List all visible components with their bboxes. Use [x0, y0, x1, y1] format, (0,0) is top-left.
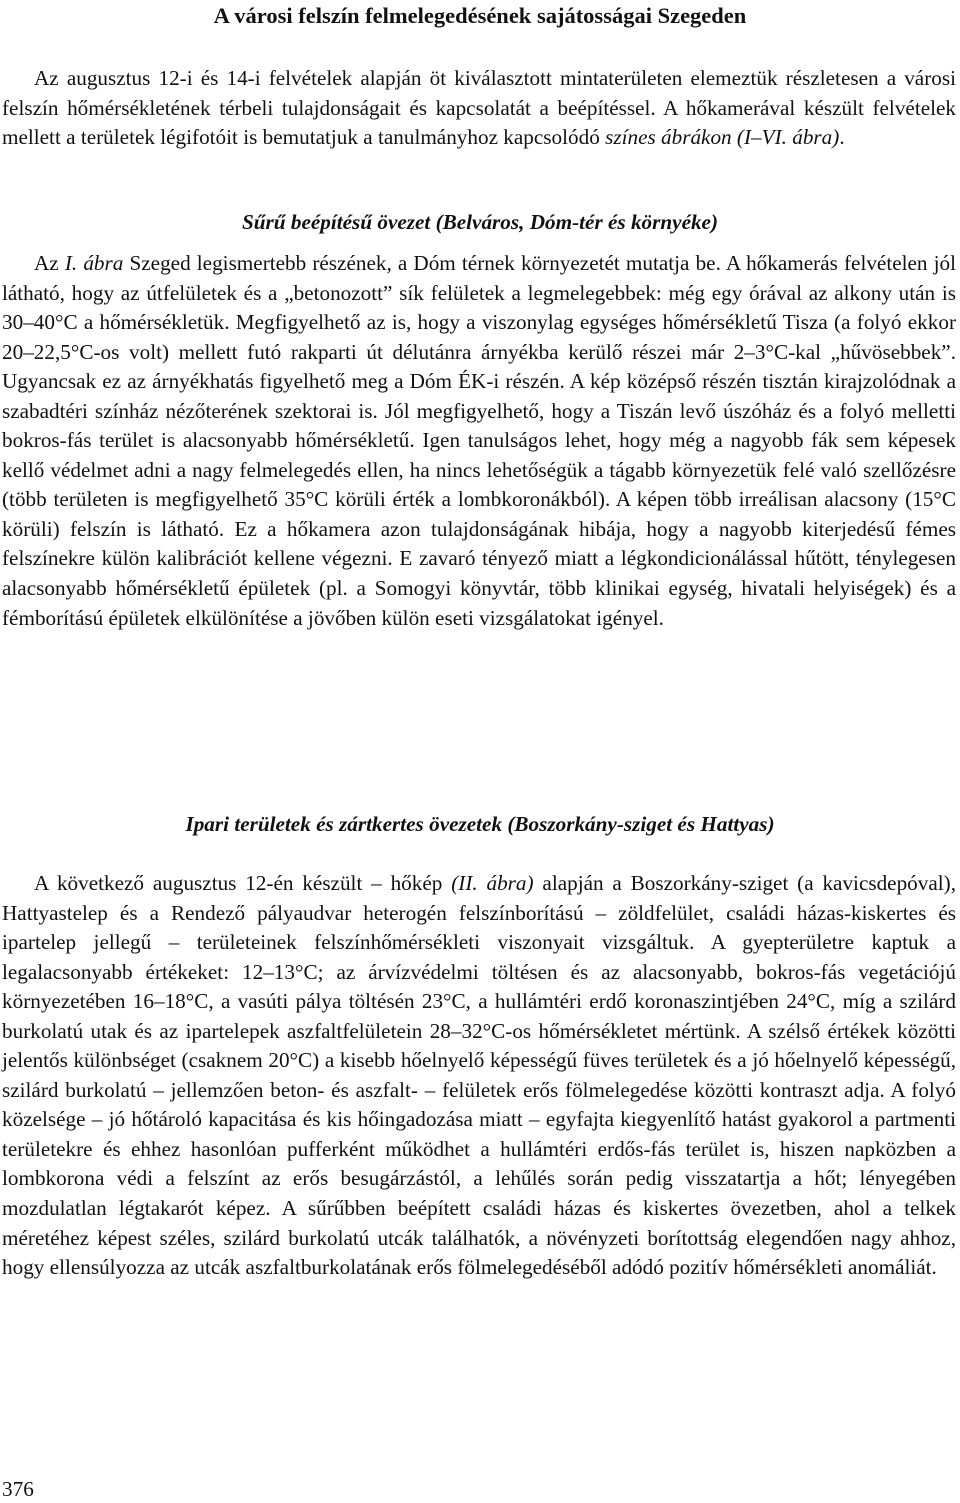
paragraph-text-body: alapján a Boszorkány-sziget (a kavicsdepóval), Hattyastelep és a Rendező pályaudvar heterogén felszínborítású – zöldfelület, családi házas-kiskertes és ipartelep jellegű – területeinek felszínhőmérsékleti viszonyait vizsgáltuk. A gyepterületre kaptuk a legalacsonyabb értékeket: 12–13°C; az árvízvédelmi töltésen és az alacsonyabb, bokros-fás vegetációjú környezetében 16–18°C, a vasúti pálya töltésén 23°C, a hullámtéri erdő koronaszintjében 24°C, míg a szilárd burkolatú utak és az ipartelepek aszfaltfelületein 28–32°C-os hőmérsékletet mértünk. A szélső értékek közötti jelentős különbséget (csaknem 20°C) a kisebb hőelnyelő képességű füves területek és a jó hőelnyelő képességű, szilárd burkolatú – jellemzően beton- és aszfalt- – felületek erős fölmelegedése közötti kontraszt adja. A folyó közelsége – jó hőtároló kapacitása és kis hőingadozása miatt – egyfajta kiegyenlítő hatást gyakorol a partmenti területekre és ehhez hasonlóan pufferként működhet a hullámtéri erdős-fás terület is, hiszen napközben a lombkorona védi a felszínt az erős besugárzástól, a lehűlés során pedig visszatartja a hőt; lényegében mozdulatlan légtakarót képez. A sűrűbben beépített családi házas és kiskertes övezetben, ahol a telkek méretéhez képest széles, szilárd burkolatú utcák találhatók, a növényzeti borítottság elegendően nagy ahhoz, hogy ellensúlyozza az utcák aszfaltburkolatának erős fölmelegedéséből adódó pozitív hőmérsékleti anomáliát.: [2, 871, 957, 1280]
paragraph-text-body: Szeged legismertebb részének, a Dóm térnek környezetét mutatja be. A hőkamerás felvételen jól látható, hogy az útfelületek és a „betonozott” sík felületek a legmelegebbek: még egy órával az alkony után is 30–40°C a hőmérsékletük. Megfigyelhető az is, hogy a viszonylag egységes hőmérsékletű Tisza (a folyó ekkor 20–22,5°C-os volt) mellett futó rakparti út délutánra árnyékba kerülő részei már 2–3°C-kal „hűvösebbek”. Ugyancsak ez az árnyékhatás figyelhető meg a Dóm ÉK-i részén. A kép középső részén tisztán kirajzolódnak a szabadtéri színház nézőterének szektorai is. Jól megfigyelhető, hogy a Tiszán levő úszóház és a folyó melletti bokros-fás terület is alacsonyabb hőmérsékletű. Igen tanulságos lehet, hogy még a nagyobb fák sem képesek kellő védelmet adni a nagy felmelegedés ellen, ha nincs lehetőségük a tágabb környezetük felé való szellőzésre (több területen is megfigyelhető 35°C körüli érték a lombkoronákból). A képen több irreálisan alacsony (15°C körüli) felszín is látható. Ez a hőkamera azon tulajdonságának hibája, hogy a nagyobb kiterjedésű fémes felszínekre külön kalibrációt kellene végezni. E zavaró tényező miatt a légkondicionálással hűtött, ténylegesen alacsonyabb hőmérsékletű épületek (pl. a Somogyi könyvtár, több klinikai egység, hivatali helyiségek) és a fémborítású épületek elkülönítése a jövőben külön eseti vizsgálatokat igényel.: [2, 251, 956, 630]
section-heading-industrial-zone: Ipari területek és zártkertes övezetek (Boszorkány-sziget és Hattyas): [185, 812, 775, 836]
intro-text-start: Az augusztus 12-i és 14-i felvételek alapján öt kiválasztott mintaterületen elemeztük részletesen a városi felszín hőmérsékletének térbeli tulajdonságait és kapcsolatát a beépítéssel. A hőkamerával készült felvételek mellett a területek légifotóit is bemutatjuk a tanulmányhoz kapcsolódó: [2, 66, 956, 150]
figure-reference: (II. ábra): [451, 871, 534, 895]
page-number: 376: [2, 1477, 34, 1501]
section-heading-dense-zone: Sűrű beépítésű övezet (Belváros, Dóm-tér és környéke): [241, 210, 719, 234]
section-paragraph-industrial-zone: [2, 869, 956, 1283]
intro-text-end: .: [839, 125, 845, 150]
section-paragraph-dense-zone: [2, 249, 956, 633]
paragraph-text-start: A következő augusztus 12-én készült – hőkép: [34, 871, 452, 895]
figure-reference: színes ábrákon (I–VI. ábra): [605, 125, 840, 150]
page-title: A városi felszín felmelegedésének sajátosságai Szegeden: [213, 3, 747, 28]
paragraph-text-start: Az: [34, 251, 65, 275]
figure-reference: I. ábra: [64, 251, 124, 275]
intro-paragraph: [2, 64, 956, 153]
